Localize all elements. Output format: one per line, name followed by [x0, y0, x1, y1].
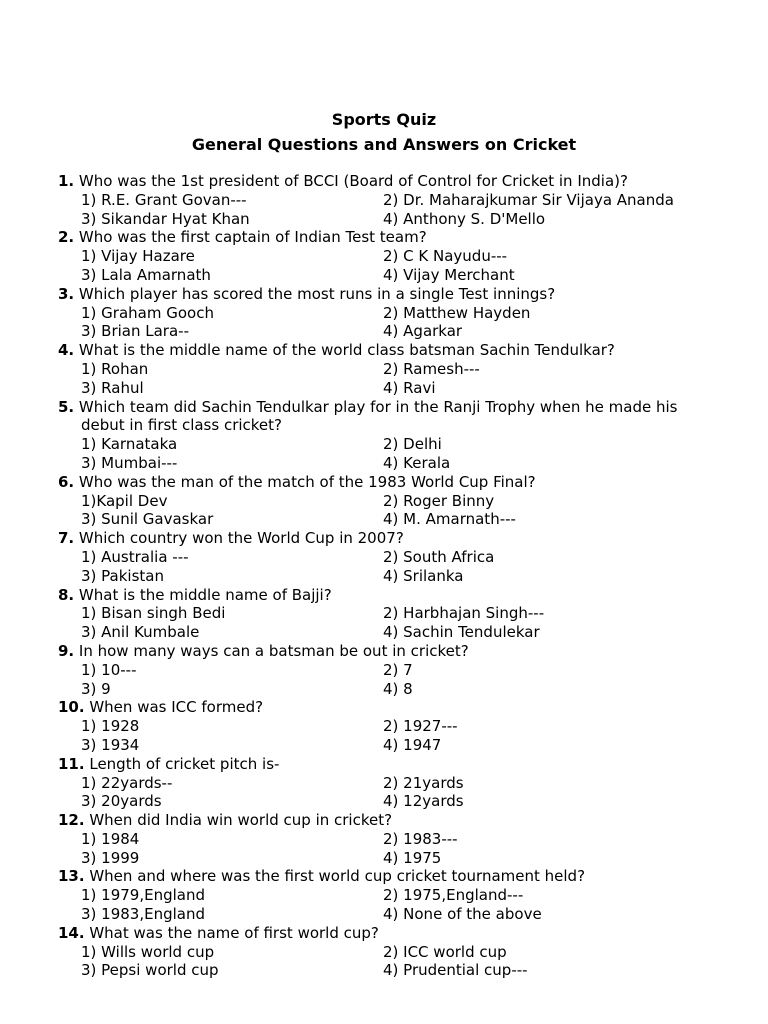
- question-text: [58, 529, 758, 548]
- option-row: [58, 266, 758, 285]
- question-block: [58, 924, 758, 980]
- answer-option: 3) 1983,England: [81, 905, 205, 924]
- question-text: [58, 642, 758, 661]
- option-row: [58, 717, 758, 736]
- question-block: [58, 642, 758, 698]
- question-number: 9.: [58, 641, 75, 660]
- option-row: [58, 210, 758, 229]
- option-row: [58, 661, 758, 680]
- option-row: [58, 886, 758, 905]
- question-prompt: Which player has scored the most runs in a single Test innings?: [74, 284, 556, 303]
- question-number: 4.: [58, 341, 75, 360]
- answer-option: 2) Matthew Hayden: [383, 303, 531, 322]
- question-prompt: What is the middle name of Bajji?: [74, 585, 332, 604]
- question-prompt: Which team did Sachin Tendulkar play for in the Ranji Trophy when he made his: [74, 397, 678, 416]
- option-row: [58, 510, 758, 529]
- question-prompt: In how many ways can a batsman be out in cricket?: [74, 641, 469, 660]
- answer-option: 2) Roger Binny: [383, 491, 495, 510]
- answer-option: 4) M. Amarnath---: [383, 510, 516, 529]
- question-number: 8.: [58, 585, 75, 604]
- answer-option: 3) 1999: [81, 848, 140, 867]
- answer-option: 3) Lala Amarnath: [81, 265, 211, 284]
- question-number: 7.: [58, 529, 75, 548]
- question-block: [58, 755, 758, 811]
- option-row: [58, 191, 758, 210]
- option-row: [58, 454, 758, 473]
- option-row: [58, 849, 758, 868]
- answer-option: 2) ICC world cup: [383, 942, 507, 961]
- question-block: [58, 228, 758, 284]
- option-row: [58, 774, 758, 793]
- question-number: 6.: [58, 472, 75, 491]
- question-block: [58, 473, 758, 529]
- answer-option: 2) Dr. Maharajkumar Sir Vijaya Ananda: [383, 190, 674, 209]
- option-row: [58, 247, 758, 266]
- option-row: [58, 792, 758, 811]
- answer-option: 3) Sikandar Hyat Khan: [81, 209, 250, 228]
- question-prompt: Which country won the World Cup in 2007?: [74, 529, 404, 548]
- answer-option: 2) Harbhajan Singh---: [383, 604, 545, 623]
- answer-option: 4) Anthony S. D'Mello: [383, 209, 546, 228]
- question-number: 13.: [58, 867, 85, 886]
- question-text: [58, 924, 758, 943]
- question-prompt-continued: debut in first class cricket?: [81, 416, 283, 435]
- option-row: [58, 961, 758, 980]
- answer-option: 1) 22yards--: [81, 773, 173, 792]
- answer-option: 1) 1928: [81, 717, 140, 736]
- answer-option: 4) 12yards: [383, 792, 464, 811]
- option-row: [58, 304, 758, 323]
- question-text: [58, 867, 758, 886]
- answer-option: 3) Rahul: [81, 378, 144, 397]
- answer-option: 1) 1979,England: [81, 886, 205, 905]
- answer-option: 4) 8: [383, 679, 413, 698]
- question-block: [58, 529, 758, 585]
- question-block: [58, 172, 758, 228]
- question-prompt: What is the middle name of the world class batsman Sachin Tendulkar?: [74, 341, 615, 360]
- answer-option: 1) Bisan singh Bedi: [81, 604, 226, 623]
- answer-option: 2) 1927---: [383, 717, 458, 736]
- answer-option: 2) 7: [383, 660, 413, 679]
- question-number: 3.: [58, 284, 75, 303]
- answer-option: 2) Delhi: [383, 435, 442, 454]
- question-number: 14.: [58, 923, 85, 942]
- answer-option: 2) 21yards: [383, 773, 464, 792]
- answer-option: 1) 1984: [81, 829, 140, 848]
- answer-option: 2) 1975,England---: [383, 886, 524, 905]
- page-title: Sports Quiz: [331, 110, 437, 129]
- option-row: [58, 604, 758, 623]
- answer-option: 1)Kapil Dev: [81, 491, 168, 510]
- question-number: 5.: [58, 397, 75, 416]
- answer-option: 1) Karnataka: [81, 435, 178, 454]
- question-text: [58, 228, 758, 247]
- page-subtitle: General Questions and Answers on Cricket: [191, 135, 577, 154]
- question-prompt: What was the name of first world cup?: [84, 923, 379, 942]
- question-prompt: Who was the first captain of Indian Test team?: [74, 228, 427, 247]
- question-prompt: Who was the man of the match of the 1983 World Cup Final?: [74, 472, 536, 491]
- answer-option: 1) Rohan: [81, 359, 149, 378]
- question-number: 11.: [58, 754, 85, 773]
- answer-option: 3) Brian Lara--: [81, 322, 189, 341]
- answer-option: 4) Kerala: [383, 453, 451, 472]
- quiz-list: [58, 172, 758, 980]
- answer-option: 1) 10---: [81, 660, 137, 679]
- answer-option: 2) South Africa: [383, 547, 495, 566]
- answer-option: 4) Sachin Tendulekar: [383, 623, 540, 642]
- question-block: [58, 341, 758, 397]
- question-text: [58, 698, 758, 717]
- option-row: [58, 905, 758, 924]
- question-block: [58, 285, 758, 341]
- option-row: [58, 322, 758, 341]
- answer-option: 3) Mumbai---: [81, 453, 178, 472]
- option-row: [58, 736, 758, 755]
- option-row: [58, 623, 758, 642]
- option-row: [58, 492, 758, 511]
- question-text: [58, 811, 758, 830]
- answer-option: 4) Ravi: [383, 378, 436, 397]
- answer-option: 1) Wills world cup: [81, 942, 215, 961]
- answer-option: 3) Pakistan: [81, 566, 164, 585]
- question-number: 10.: [58, 698, 85, 717]
- question-text: [58, 341, 758, 360]
- answer-option: 3) 20yards: [81, 792, 162, 811]
- answer-option: 2) C K Nayudu---: [383, 247, 508, 266]
- answer-option: 3) Sunil Gavaskar: [81, 510, 214, 529]
- question-block: [58, 398, 758, 473]
- answer-option: 4) None of the above: [383, 905, 542, 924]
- question-text: [58, 586, 758, 605]
- answer-option: 1) Vijay Hazare: [81, 247, 195, 266]
- option-row: [58, 567, 758, 586]
- option-row: [58, 548, 758, 567]
- question-text: [58, 473, 758, 492]
- answer-option: 2) Ramesh---: [383, 359, 480, 378]
- answer-option: 1) Australia ---: [81, 547, 189, 566]
- question-number: 2.: [58, 228, 75, 247]
- option-row: [58, 360, 758, 379]
- option-row: [58, 680, 758, 699]
- question-number: 12.: [58, 811, 85, 830]
- question-block: [58, 811, 758, 867]
- question-text: [58, 285, 758, 304]
- answer-option: 3) Pepsi world cup: [81, 961, 219, 980]
- question-number: 1.: [58, 172, 75, 190]
- answer-option: 4) Prudential cup---: [383, 961, 528, 980]
- answer-option: 3) 1934: [81, 735, 140, 754]
- question-text: [58, 398, 758, 417]
- question-block: [58, 867, 758, 923]
- option-row: [58, 943, 758, 962]
- answer-option: 1) R.E. Grant Govan---: [81, 190, 247, 209]
- question-prompt: Length of cricket pitch is-: [84, 754, 280, 773]
- option-row: [58, 830, 758, 849]
- answer-option: 4) Srilanka: [383, 566, 464, 585]
- answer-option: 4) Agarkar: [383, 322, 463, 341]
- question-prompt: When was ICC formed?: [84, 698, 264, 717]
- question-prompt: When and where was the first world cup cricket tournament held?: [84, 867, 586, 886]
- answer-option: 4) Vijay Merchant: [383, 265, 515, 284]
- question-text: [58, 172, 758, 191]
- question-block: [58, 586, 758, 642]
- answer-option: 2) 1983---: [383, 829, 458, 848]
- option-row: [58, 435, 758, 454]
- answer-option: 3) Anil Kumbale: [81, 623, 200, 642]
- question-text: [58, 755, 758, 774]
- question-prompt: When did India win world cup in cricket?: [84, 811, 393, 830]
- question-block: [58, 698, 758, 754]
- answer-option: 3) 9: [81, 679, 111, 698]
- answer-option: 4) 1947: [383, 735, 442, 754]
- answer-option: 4) 1975: [383, 848, 442, 867]
- option-row: [58, 379, 758, 398]
- question-prompt: Who was the 1st president of BCCI (Board of Control for Cricket in India)?: [74, 172, 628, 190]
- answer-option: 1) Graham Gooch: [81, 303, 214, 322]
